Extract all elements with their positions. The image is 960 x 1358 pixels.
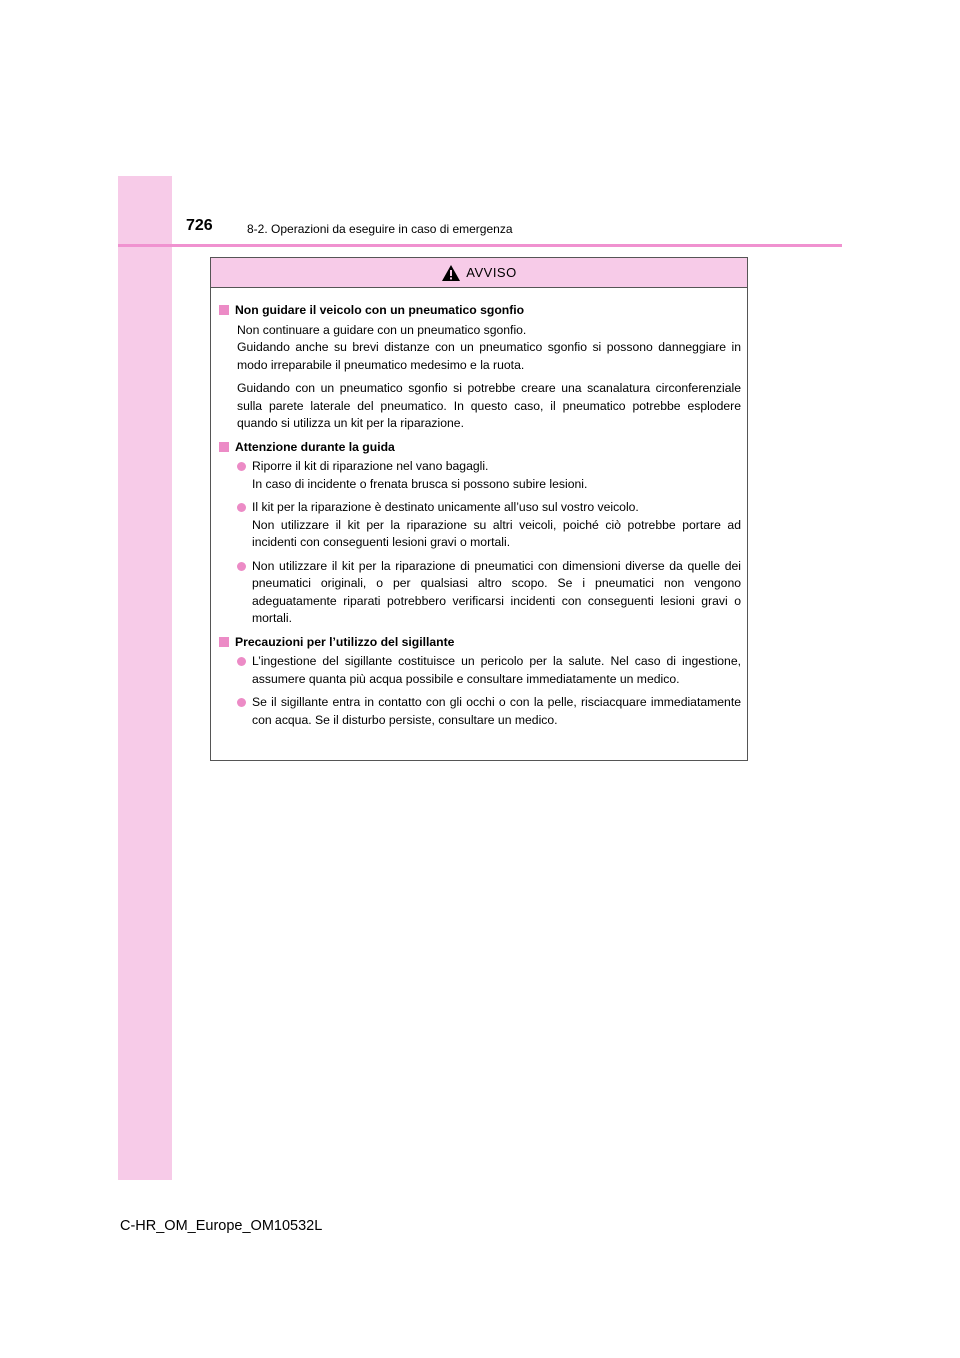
square-bullet-icon	[219, 637, 229, 647]
section-heading: Attenzione durante la guida	[219, 439, 741, 457]
list-item: L’ingestione del sigillante costituisce un pericolo per la salute. Nel caso di ingestione, assumere quanta più acqua possibile e consultare immediatamente un medico.	[237, 653, 741, 688]
warning-triangle-icon	[441, 264, 461, 282]
square-bullet-icon	[219, 305, 229, 315]
warning-box	[210, 257, 748, 761]
paragraph: Non continuare a guidare con un pneumatico sgonfio. Guidando anche su brevi distanze con un pneumatico sgonfio si possono danneggiare in modo irreparabile il pneumatico medesimo e la ruota.	[237, 322, 741, 372]
list-item: Non utilizzare il kit per la riparazione di pneumatici con dimensioni diverse da quelle dei pneumatici originali, o per qualsiasi altro scopo. Se i pneumatici non vengono adeguatamente riparati potrebbero verificarsi incidenti con conseguenti lesioni gravi o mortali.	[237, 558, 741, 628]
list-item: Riporre il kit di riparazione nel vano bagagli. In caso di incidente o frenata brusca si possono subire lesioni.	[237, 458, 741, 493]
square-bullet-icon	[219, 442, 229, 452]
warning-label: AVVISO	[466, 265, 517, 280]
warning-body	[211, 288, 747, 729]
circle-bullet-icon	[237, 698, 246, 707]
section-title: 8-2. Operazioni da eseguire in caso di emergenza	[247, 222, 513, 236]
section-heading: Non guidare il veicolo con un pneumatico sgonfio	[219, 302, 741, 320]
circle-bullet-icon	[237, 562, 246, 571]
document-code: C-HR_OM_Europe_OM10532L	[120, 1218, 323, 1234]
page-number: 726	[186, 217, 213, 234]
warning-header	[211, 258, 747, 288]
section-heading: Precauzioni per l’utilizzo del sigillante	[219, 634, 741, 652]
circle-bullet-icon	[237, 503, 246, 512]
paragraph: Guidando con un pneumatico sgonfio si potrebbe creare una scanalatura circonferenziale sulla parete laterale del pneumatico. In questo caso, il pneumatico potrebbe esplodere quando si utilizza un kit per la riparazione.	[237, 381, 741, 430]
header-rule	[118, 244, 842, 247]
circle-bullet-icon	[237, 657, 246, 666]
list-item: Se il sigillante entra in contatto con gli occhi o con la pelle, risciacquare immediatamente con acqua. Se il disturbo persiste, consultare un medico.	[237, 694, 741, 729]
circle-bullet-icon	[237, 462, 246, 471]
side-color-band	[118, 176, 172, 1180]
list-item: Il kit per la riparazione è destinato unicamente all’uso sul vostro veicolo. Non utilizzare il kit per la riparazione su altri veicoli, poiché ciò potrebbe portare ad incidenti con conseguenti lesioni gravi o mortali.	[237, 499, 741, 552]
